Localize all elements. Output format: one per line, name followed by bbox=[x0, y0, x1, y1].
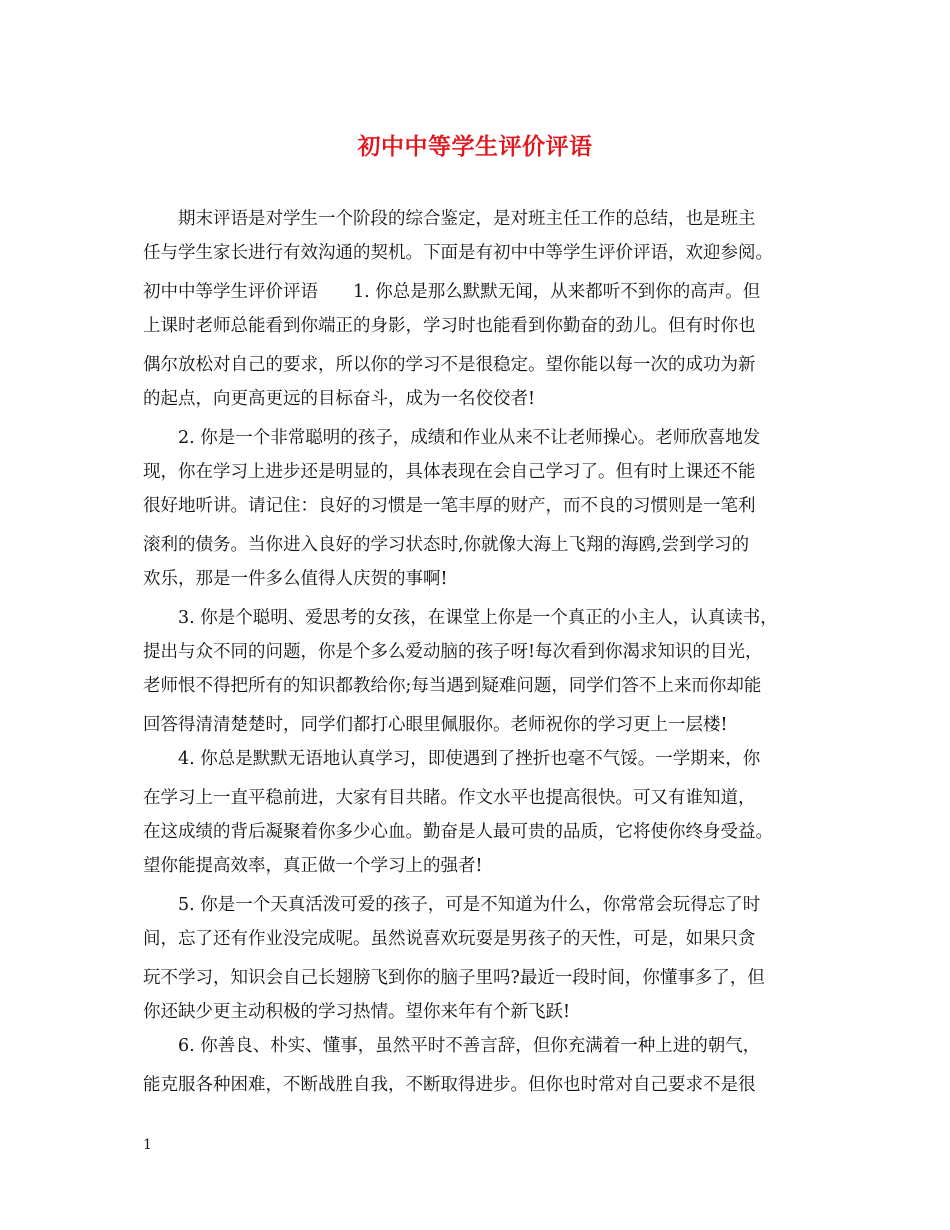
body-line: 望你能提高效率，真正做一个学习上的强者! bbox=[143, 856, 483, 876]
body-line: 初中中等学生评价评语 1. 你总是那么默默无闻，从来都听不到你的高声。但 bbox=[143, 282, 761, 302]
body-line: 玩不学习，知识会自己长翅膀飞到你的脑子里吗?最近一段时间，你懂事多了，但 bbox=[143, 968, 765, 988]
body-line: 3. 你是个聪明、爱思考的女孩，在课堂上你是一个真正的小主人，认真读书， bbox=[178, 608, 778, 628]
body-line: 很好地听讲。请记住：良好的习惯是一笔丰厚的财产，而不良的习惯则是一笔利 bbox=[143, 496, 756, 516]
body-line: 你还缺少更主动积极的学习热情。望你来年有个新飞跃! bbox=[143, 1002, 571, 1022]
body-line: 能克服各种困难，不断战胜自我，不断取得进步。但你也时常对自己要求不是很 bbox=[143, 1075, 756, 1095]
body-line: 欢乐，那是一件多么值得人庆贺的事啊! bbox=[143, 569, 448, 589]
body-line: 的起点，向更高更远的目标奋斗，成为一名佼佼者! bbox=[143, 389, 536, 409]
body-line: 提出与众不同的问题，你是个多么爱动脑的孩子呀!每次看到你渴求知识的目光， bbox=[143, 642, 763, 662]
body-line: 滚利的债务。当你进入良好的学习状态时,你就像大海上飞翔的海鸥,尝到学习的 bbox=[143, 535, 750, 555]
body-line: 间，忘了还有作业没完成呢。虽然说喜欢玩耍是男孩子的天性，可是，如果只贪 bbox=[143, 929, 756, 949]
body-line: 回答得清清楚楚时，同学们都打心眼里佩服你。老师祝你的学习更上一层楼! bbox=[143, 715, 728, 735]
body-line: 上课时老师总能看到你端正的身影，学习时也能看到你勤奋的劲儿。但有时你也 bbox=[143, 316, 756, 336]
page-number: 1 bbox=[143, 1137, 152, 1153]
body-line: 在学习上一直平稳前进，大家有目共睹。作文水平也提高很快。可又有谁知道， bbox=[143, 788, 756, 808]
body-line: 现，你在学习上进步还是明显的，具体表现在会自己学习了。但有时上课还不能 bbox=[143, 462, 756, 482]
body-line: 6. 你善良、朴实、懂事，虽然平时不善言辞，但你充满着一种上进的朝气， bbox=[178, 1036, 761, 1056]
body-line: 偶尔放松对自己的要求，所以你的学习不是很稳定。望你能以每一次的成功为新 bbox=[143, 355, 756, 375]
body-line: 2. 你是一个非常聪明的孩子，成绩和作业从来不让老师操心。老师欣喜地发 bbox=[178, 428, 761, 448]
body-line: 任与学生家长进行有效沟通的契机。下面是有初中中等学生评价评语，欢迎参阅。 bbox=[143, 243, 773, 263]
document-title: 初中中等学生评价评语 bbox=[357, 133, 593, 160]
body-line: 5. 你是一个天真活泼可爱的孩子，可是不知道为什么，你常常会玩得忘了时 bbox=[178, 895, 761, 915]
body-line: 老师恨不得把所有的知识都教给你;每当遇到疑难问题，同学们答不上来而你却能 bbox=[143, 676, 762, 696]
body-line: 在这成绩的背后凝聚着你多少心血。勤奋是人最可贵的品质，它将使你终身受益。 bbox=[143, 822, 773, 842]
body-line: 4. 你总是默默无语地认真学习，即使遇到了挫折也毫不气馁。一学期来，你 bbox=[178, 749, 761, 769]
body-line: 期末评语是对学生一个阶段的综合鉴定，是对班主任工作的总结，也是班主 bbox=[178, 209, 756, 229]
